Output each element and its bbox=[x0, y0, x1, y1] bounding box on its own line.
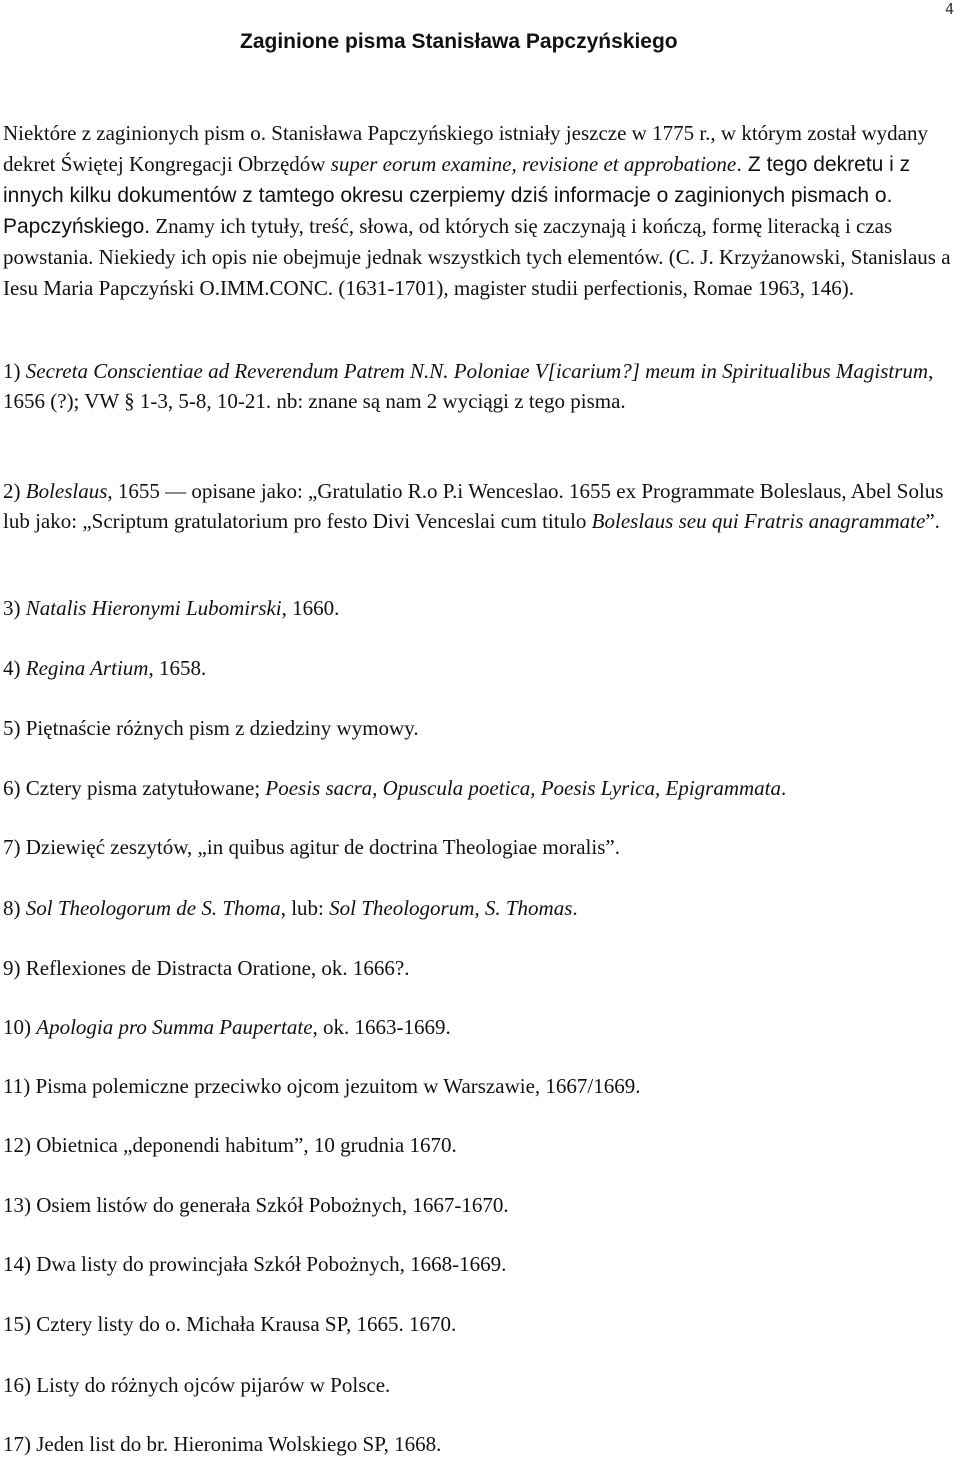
page-title: Zaginione pisma Stanisława Papczyńskiego bbox=[240, 30, 678, 53]
list-item: 11) Pisma polemiczne przeciwko ojcom jezuitom w Warszawie, 1667/1669. bbox=[3, 1074, 641, 1098]
list-item: 5) Piętnaście różnych pism z dziedziny wymowy. bbox=[3, 716, 419, 740]
intro-text-2: . Z tego dekretu i z innych kilku dokumentów z tamtego okresu czerpiemy dziś informacje o zaginionych pismach o. Papczyńskiego. bbox=[3, 153, 911, 238]
list-item bbox=[3, 593, 953, 623]
item-text: , 1660. bbox=[281, 596, 340, 620]
intro-italic-phrase: super eorum examine, revisione et approbatione bbox=[330, 152, 737, 176]
item-text: , lub: bbox=[280, 896, 330, 920]
list-item bbox=[3, 773, 953, 803]
item-title: Sol Theologorum de S. Thoma bbox=[25, 896, 281, 920]
item-text: , ok. 1663-1669. bbox=[312, 1015, 451, 1039]
list-item: 17) Jeden list do br. Hieronima Wolskiego SP, 1668. bbox=[3, 1432, 442, 1456]
item-text: , 1658. bbox=[148, 656, 207, 680]
item-title: Secreta Conscientiae ad Reverendum Patrem N.N. Poloniae V[icarium?] meum in Spiritualibus Magistrum bbox=[25, 359, 929, 383]
list-item bbox=[3, 893, 953, 923]
list-item: 13) Osiem listów do generała Szkół Pobożnych, 1667-1670. bbox=[3, 1193, 509, 1217]
item-title: Apologia pro Summa Paupertate bbox=[36, 1015, 313, 1039]
intro-text-3: Znamy ich tytuły, treść, słowa, od których się zaczynają i kończą, formę literacką i czas powstania. Niekiedy ich opis nie obejmuje jednak wszystkich tych elementów. (C. J. Krzyżanowski, Stanislaus a Iesu Maria Papczyński O.IMM.CONC. (1631-1701), magister studii perfectionis, Romae 1963, 146). bbox=[3, 214, 951, 300]
list-item bbox=[3, 476, 953, 536]
page-number: 4 bbox=[944, 0, 954, 18]
item-title: Boleslaus bbox=[25, 479, 108, 503]
list-item: 12) Obietnica „deponendi habitum”, 10 grudnia 1670. bbox=[3, 1133, 457, 1157]
item-text: , 1655 — opisane jako: „Gratulatio R.o P.i Wenceslao. 1655 ex Programmate Boleslaus, Abel Solus lub jako: „Scriptum gratulatorium pro festo Divi Venceslai cum titulo bbox=[3, 479, 944, 533]
list-item: 9) Reflexiones de Distracta Oratione, ok. 1666?. bbox=[3, 956, 410, 980]
item-number: 2) bbox=[3, 479, 26, 503]
list-item bbox=[3, 1012, 953, 1042]
list-item bbox=[3, 356, 953, 416]
item-text: 6) Cztery pisma zatytułowane; bbox=[3, 776, 266, 800]
item-title: Regina Artium bbox=[25, 656, 149, 680]
item-number: 8) bbox=[3, 896, 26, 920]
item-text: . bbox=[781, 776, 787, 800]
item-text: ”. bbox=[925, 509, 940, 533]
intro-text-1: Niektóre z zaginionych pism o. Stanisława Papczyńskiego istniały jeszcze w 1775 r., w którym został wydany dekret Świętej Kongregacji Obrzędów bbox=[3, 121, 928, 176]
list-item: 7) Dziewięć zeszytów, „in quibus agitur de doctrina Theologiae moralis”. bbox=[3, 835, 620, 859]
item-title: Sol Theologorum, S. Thomas bbox=[329, 896, 573, 920]
list-item bbox=[3, 653, 953, 683]
item-title: Poesis sacra, Opuscula poetica, Poesis Lyrica, Epigrammata bbox=[265, 776, 781, 800]
list-item: 15) Cztery listy do o. Michała Krausa SP, 1665. 1670. bbox=[3, 1312, 457, 1336]
item-title: Boleslaus seu qui Fratris anagrammate bbox=[591, 509, 926, 533]
list-item: 14) Dwa listy do prowincjała Szkół Pobożnych, 1668-1669. bbox=[3, 1252, 507, 1276]
item-text: , 1656 (?); VW § 1-3, 5-8, 10-21. nb: znane są nam 2 wyciągi z tego pisma. bbox=[3, 359, 934, 413]
item-number: 3) bbox=[3, 596, 26, 620]
item-text: . bbox=[572, 896, 578, 920]
item-number: 1) bbox=[3, 359, 26, 383]
item-number: 10) bbox=[3, 1015, 37, 1039]
intro-paragraph bbox=[3, 118, 953, 304]
list-item: 16) Listy do różnych ojców pijarów w Polsce. bbox=[3, 1373, 391, 1397]
item-number: 4) bbox=[3, 656, 26, 680]
item-title: Natalis Hieronymi Lubomirski bbox=[25, 596, 282, 620]
